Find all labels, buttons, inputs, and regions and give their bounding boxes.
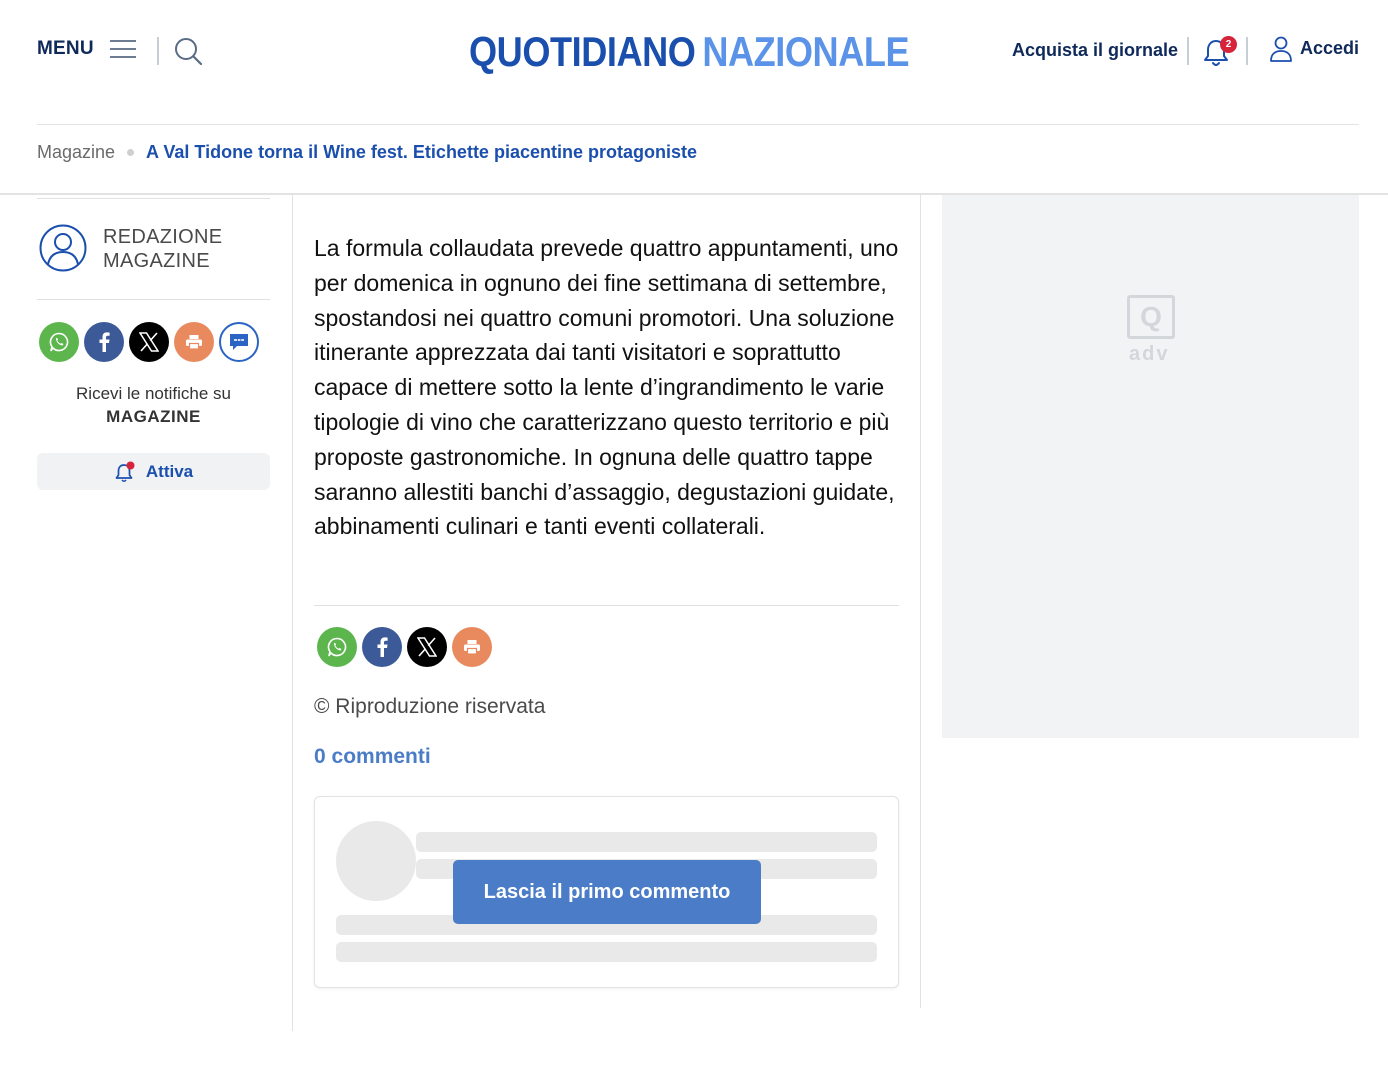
- divider: [314, 605, 899, 606]
- skeleton-avatar: [336, 821, 416, 901]
- logo-part1: QUOTIDIANO: [469, 28, 696, 75]
- hamburger-icon: [110, 39, 136, 59]
- print-icon: [185, 334, 203, 350]
- article-share-bar: [317, 627, 497, 667]
- bell-icon: [114, 461, 136, 483]
- divider: [1187, 37, 1189, 65]
- share-whatsapp-button[interactable]: [39, 322, 79, 362]
- notification-section: MAGAZINE: [106, 407, 201, 426]
- adv-label: adv: [1129, 343, 1170, 365]
- breadcrumb-separator: [127, 149, 134, 156]
- header-divider: [37, 124, 1359, 125]
- logo-part2: NAZIONALE: [702, 28, 910, 75]
- comments-button[interactable]: [219, 322, 259, 362]
- menu-button[interactable]: [37, 38, 136, 60]
- breadcrumb-home[interactable]: Magazine: [37, 142, 116, 162]
- notification-badge: 2: [1220, 36, 1237, 53]
- search-icon[interactable]: [173, 36, 203, 66]
- buy-newspaper-link[interactable]: Acquista il giornale: [1012, 40, 1179, 60]
- activate-notifications-button[interactable]: [37, 453, 270, 490]
- x-icon: [417, 637, 437, 657]
- skeleton-line: [416, 832, 877, 852]
- column-divider: [920, 195, 921, 1008]
- breadcrumb-current[interactable]: A Val Tidone torna il Wine fest. Etichette piacentine protagoniste: [146, 142, 697, 162]
- divider: [157, 37, 159, 65]
- notification-prompt-text: Ricevi le notifiche su: [76, 384, 231, 403]
- facebook-icon: [376, 637, 388, 657]
- comment-icon: [228, 332, 250, 352]
- share-x-button[interactable]: [129, 322, 169, 362]
- user-icon[interactable]: [1269, 36, 1293, 62]
- notification-prompt: [37, 382, 270, 428]
- notifications-button[interactable]: [1202, 36, 1232, 68]
- column-divider: [292, 195, 293, 1031]
- sidebar-share-bar: [39, 322, 264, 362]
- activate-label: Attiva: [145, 461, 194, 481]
- site-header: [0, 0, 1388, 195]
- article-paragraph: La formula collaudata prevede quattro appuntamenti, uno per domenica in ognuno dei fine settimana di settembre, spostandosi nei quattro comuni promotori. Una soluzione itinerante apprezzata dai tanti visitatori e soprattutto capace di mettere sotto la lente d’ingrandimento le varie tipologie di vino che caratterizzano questo territorio e più proposte gastronomiche. In ognuna delle quattro tappe saranno allestiti banchi d’assaggio, degustazioni guidate, abbinamenti culinari e tanti eventi collaterali.: [314, 235, 899, 540]
- whatsapp-icon: [326, 636, 348, 658]
- author-name-line1: REDAZIONE: [103, 226, 223, 248]
- share-x-button[interactable]: [407, 627, 447, 667]
- site-logo[interactable]: [469, 28, 909, 76]
- comments-count[interactable]: 0 commenti: [314, 745, 431, 768]
- author-name-line2: MAGAZINE: [103, 250, 210, 272]
- author-name[interactable]: [103, 225, 222, 273]
- whatsapp-icon: [48, 331, 70, 353]
- author-avatar-icon[interactable]: [39, 224, 87, 272]
- login-link[interactable]: Accedi: [1300, 38, 1360, 58]
- menu-label: MENU: [37, 38, 94, 59]
- share-facebook-button[interactable]: [84, 322, 124, 362]
- divider: [37, 198, 270, 199]
- skeleton-line: [336, 942, 877, 962]
- x-icon: [139, 332, 159, 352]
- comments-placeholder: [314, 796, 899, 988]
- divider: [1246, 37, 1248, 65]
- divider: [37, 299, 270, 300]
- advertisement-slot[interactable]: [942, 195, 1359, 738]
- copyright-notice: © Riproduzione riservata: [314, 695, 546, 718]
- breadcrumb: [37, 142, 697, 163]
- share-whatsapp-button[interactable]: [317, 627, 357, 667]
- adv-logo: Q: [1127, 295, 1175, 339]
- facebook-icon: [98, 332, 110, 352]
- print-button[interactable]: [174, 322, 214, 362]
- print-icon: [463, 639, 481, 655]
- print-button[interactable]: [452, 627, 492, 667]
- share-facebook-button[interactable]: [362, 627, 402, 667]
- first-comment-button[interactable]: Lascia il primo commento: [453, 860, 761, 924]
